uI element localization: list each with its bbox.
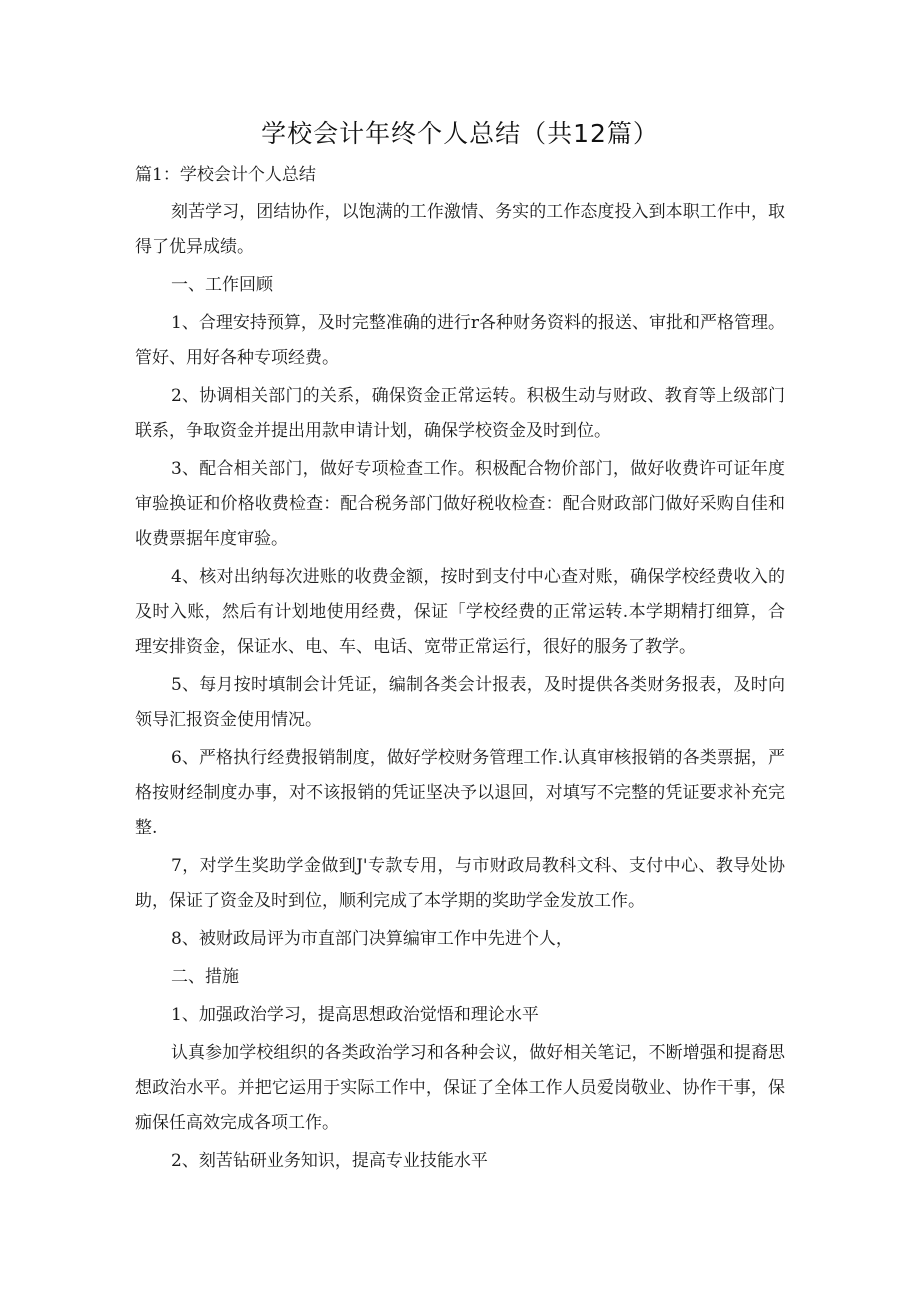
document-body: [135, 158, 785, 1179]
heading-measures: 二、措施: [171, 967, 239, 987]
measure-heading-2: 2、刻苦钻研业务知识，提高专业技能水平: [171, 1151, 488, 1171]
section-heading-part1: 篇1：学校会计个人总结: [135, 165, 316, 185]
paragraph-item-7: 7，对学生奖助学金做到J'专款专用，与市财政局教科文科、支付中心、教导处协助，保证了资金及时到位，顺利完成了本学期的奖助学金发放工作。: [135, 856, 785, 911]
document-title: 学校会计年终个人总结（共12篇）: [261, 119, 659, 148]
measure-heading-1: 1、加强政治学习，提高思想政治觉悟和理论水平: [171, 1005, 539, 1025]
heading-work-review: 一、工作回顾: [171, 275, 273, 295]
paragraph-intro: 刻苦学习，团结协作，以饱满的工作激情、务实的工作态度投入到本职工作中，取得了优异成绩。: [135, 202, 785, 257]
paragraph-item-1: 1、合理安持预算，及时完整准确的进行r各种财务资料的报送、审批和严格管理。管好、用好各种专项经费。: [135, 313, 785, 368]
paragraph-item-4: 4、核对出纳每次进账的收费金额，按时到支付中心查对账，确保学校经费收入的及时入账，然后有计划地使用经费，保证「学校经费的正常运转.本学期精打细算，合理安排资金，保证水、电、车、电话、宽带正常运行，很好的服务了教学。: [135, 567, 785, 657]
paragraph-item-2: 2、协调相关部门的关系，确保资金正常运转。积极生动与财政、教育等上级部门联系，争取资金并提出用款申请计划，确保学校资金及时到位。: [135, 386, 785, 441]
paragraph-item-6: 6、严格执行经费报销制度，做好学校财务管理工作.认真审核报销的各类票据，严格按财经制度办事，对不该报销的凭证坚决予以退回，对填写不完整的凭证要求补充完整.: [135, 748, 785, 838]
paragraph-measure-1: 认真参加学校组织的各类政治学习和各种会议，做好相关笔记，不断增强和提裔思想政治水平。并把它运用于实际工作中，保证了全体工作人员爱岗敬业、协作干事，保痂保任高效完成各项工作。: [135, 1043, 785, 1133]
paragraph-item-5: 5、每月按时填制会计凭证，编制各类会计报表，及时提供各类财务报表，及时向领导汇报资金使用情况。: [135, 675, 785, 730]
paragraph-item-3: 3、配合相关部门，做好专项检查工作。积极配合物价部门，做好收费许可证年度审验换证和价格收费检查：配合税务部门做好税收检查：配合财政部门做好采购自佳和收费票据年度审验。: [135, 459, 785, 549]
paragraph-item-8: 8、被财政局评为市直部门决算编审工作中先进个人，: [171, 929, 573, 949]
